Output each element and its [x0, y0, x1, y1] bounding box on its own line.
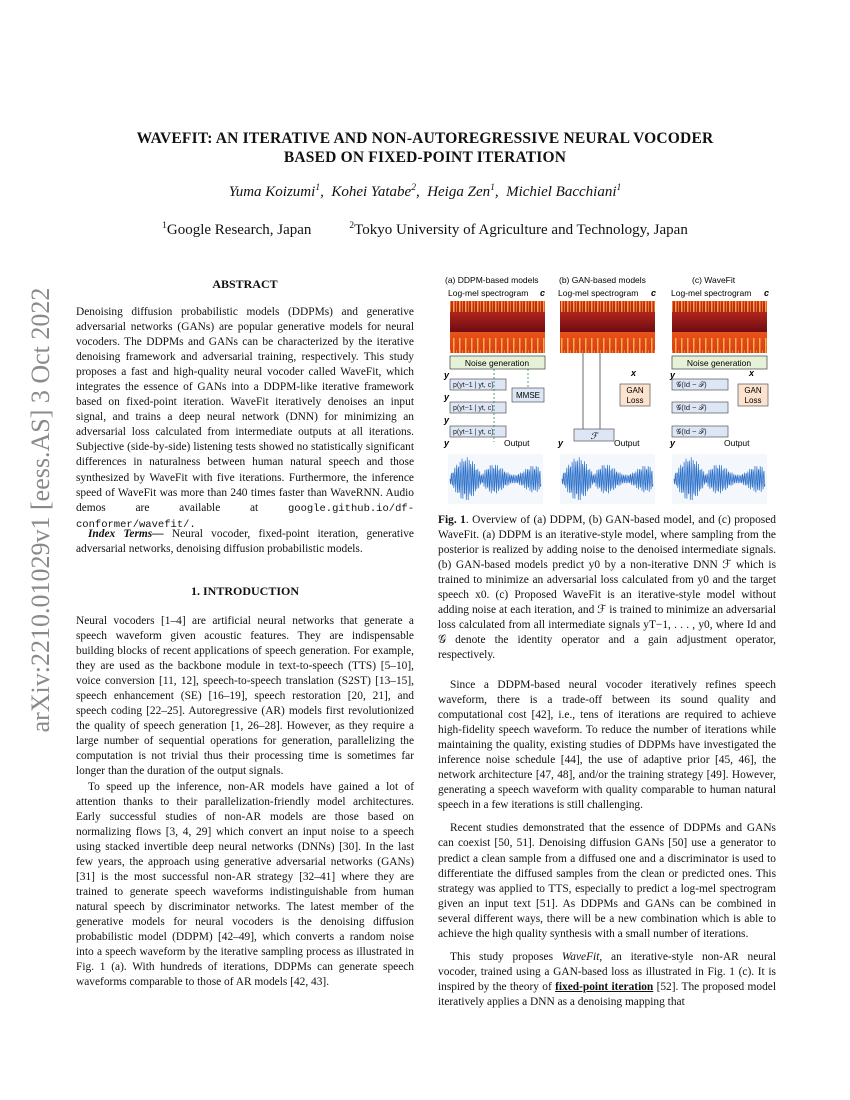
- author-name: Kohei Yatabe: [331, 184, 412, 200]
- svg-text:Output: Output: [504, 438, 530, 448]
- mmse-label: MMSE: [516, 391, 540, 400]
- svg-text:Loss: Loss: [744, 396, 762, 405]
- affiliation: Google Research, Japan: [166, 222, 312, 238]
- abstract-heading: ABSTRACT: [212, 277, 278, 291]
- author-name: Yuma Koizumi: [228, 184, 316, 200]
- section-heading-introduction: 1. INTRODUCTION: [190, 584, 299, 598]
- svg-text:x: x: [631, 368, 637, 378]
- panel-a-label: (a) DDPM-based models: [445, 275, 539, 285]
- svg-text:Output: Output: [614, 438, 640, 448]
- svg-text:𝒢(Id − ℱ): 𝒢(Id − ℱ): [676, 427, 707, 436]
- svg-text:y: y: [444, 438, 450, 448]
- svg-text:p(yt−1 | yt, c): p(yt−1 | yt, c): [453, 382, 494, 389]
- panel-b-label: (b) GAN-based models: [559, 275, 646, 285]
- svg-text:GAN: GAN: [626, 386, 644, 395]
- svg-text:Output: Output: [724, 438, 750, 448]
- svg-text:ℱ: ℱ: [590, 431, 598, 441]
- svg-text:x: x: [749, 368, 755, 378]
- title-line-1: WAVEFIT: AN ITERATIVE AND NON-AUTOREGRESSIVE NEURAL VOCODER: [136, 130, 714, 147]
- paragraph: Neural vocoders [1–4] are artificial neural networks that generate a speech waveform given acoustic features. They are indispensable building blocks of recent applications of speech generation. For example, they are used as the backbone module in text-to-speech (TTS) [5–10], voice conversion [11, 12], speech-to-speech translation (S2ST) [13–15], speech enhancement (SE) [16–19], speech restoration [20, 21], and speech coding [22–25]. Autoregressive (AR) models first revolutionized the quality of speech generation [1, 26–28]. However, as they require a large number of sequential operations for generation, parallelizing the computation is not trivial thus their processing time is sometimes far longer than the duration of the output signals.: [76, 615, 414, 778]
- svg-text:Log-mel spectrogram: Log-mel spectrogram: [558, 288, 639, 298]
- abstract-body: Denoising diffusion probabilistic models (DDPMs) and generative adversarial networks (GANs) are popular generative models for neural vocoders. The DDPMs and GANs can be characterized by the iterative denoising framework and adversarial training, respectively. This study proposes a fast and high-quality neural vocoder called WaveFit, which integrates the essence of GANs into a DDPM-like iterative framework based on fixed-point iteration. WaveFit iteratively denoises an input signal, and trains a deep neural network (DNN) for minimizing an adversarial loss calculated from intermediate outputs at all iterations. Subjective (side-by-side) listening tests showed no statistically significant differences in naturalness between human natural speech and those synthesized by WaveFit with five iterations. Furthermore, the inference speed of WaveFit was more than 240 times faster than WaveRNN. Audio demos are available at google.github.io/df-conformer/wavefit/.: [76, 306, 414, 531]
- arxiv-stamp: arXiv:2210.01029v1 [eess.AS] 3 Oct 2022: [26, 287, 55, 733]
- figure-1-diagram: [440, 272, 776, 508]
- svg-text:c: c: [764, 288, 770, 298]
- svg-text:y: y: [444, 370, 450, 380]
- demo-url[interactable]: google.github.io/df-conformer/wavefit/.: [76, 502, 414, 531]
- affiliations: $^1$Google Research, Japan $^2$Tokyo University of Agriculture and Technology, Japan: [162, 221, 688, 238]
- spectrogram-image: [450, 301, 545, 353]
- svg-text:p(yt−1 | yt, c): p(yt−1 | yt, c): [453, 405, 494, 412]
- title-line-2: BASED ON FIXED-POINT ITERATION: [283, 149, 567, 166]
- author-name: Heiga Zen: [427, 184, 491, 200]
- svg-text:y: y: [444, 392, 450, 402]
- svg-text:Loss: Loss: [626, 396, 644, 405]
- svg-text:GAN: GAN: [744, 386, 762, 395]
- svg-text:c: c: [540, 288, 546, 298]
- paragraph: This study proposes WaveFit, an iterative-style non-AR neural vocoder, trained using a GAN-based loss as illustrated in Fig. 1 (c). It is inspired by the theory of fixed-point iteration [52]. The proposed model iteratively applies a DNN as a denoising mapping that: [438, 950, 777, 1008]
- figure-1: [440, 272, 776, 508]
- svg-text:y: y: [558, 438, 564, 448]
- authors: Yuma Koizumi$^1$, Kohei Yatabe$^2$, Heiga Zen$^1$, Michiel Bacchiani$^1$: [228, 183, 622, 200]
- paper-title: [100, 129, 750, 167]
- output-waveforms: [448, 454, 767, 504]
- spectrogram-image: [672, 301, 767, 353]
- spectrogram-image: [560, 301, 655, 353]
- paragraph: To speed up the inference, non-AR models have gained a lot of attention thanks to their parallelization-friendly model architectures. Early successful studies of non-AR models are those based on normalizing flows [3, 4, 29] which convert an input noise to a speech using stacked invertible deep neural networks (DNNs) [30]. In the last few years, the approach using generative adversarial networks (GANs) [31] is the most successful non-AR strategy [32–41] where they are trained to generate speech waveforms indistinguishable from human natural speech by discriminator networks. The latest member of the generative models for neural vocoders is the denoising diffusion probabilistic model (DDPM) [42–49], which converts a random noise into a speech waveform by the iterative sampling process as illustrated in Fig. 1 (a). With hundreds of iterations, DDPMs can generate speech waveforms comparable to those of AR models [42, 43].: [76, 780, 414, 989]
- right-column-body: [438, 678, 776, 1010]
- paragraph: Since a DDPM-based neural vocoder iteratively refines speech waveform, there is a trade-off between its sound quality and computational cost [42], i.e., tens of iterations are required to achieve high-fidelity speech waveform. To reduce the number of iterations while maintaining the quality, existing studies of DDPMs have investigated the inference noise schedule [44], the use of adaptive prior [45, 46], the network architecture [47, 48], and/or the training strategy [49]. However, generating a speech waveform with quality comparable to human natural speech in a few iterations is still challenging.: [438, 679, 776, 812]
- introduction-body: [76, 614, 414, 990]
- svg-text:p(yt−1 | yt, c): p(yt−1 | yt, c): [453, 429, 494, 436]
- svg-text:Noise generation: Noise generation: [686, 358, 752, 368]
- affiliation: Tokyo University of Agriculture and Technology, Japan: [354, 222, 688, 238]
- svg-text:c: c: [651, 288, 657, 298]
- panel-c-label: (c) WaveFit: [692, 275, 736, 285]
- svg-text:𝒢(Id − ℱ): 𝒢(Id − ℱ): [676, 380, 707, 389]
- index-terms: Index Terms— Neural vocoder, fixed-point iteration, generative adversarial networks, denoising diffusion probabilistic models.: [76, 528, 414, 556]
- svg-text:y: y: [670, 370, 676, 380]
- svg-text:Log-mel spectrogram: Log-mel spectrogram: [671, 288, 752, 298]
- svg-text:y: y: [670, 438, 676, 448]
- author-name: Michiel Bacchiani: [506, 184, 617, 200]
- paragraph: Recent studies demonstrated that the essence of DDPMs and GANs can coexist [50, 51]. Denoising diffusion GANs [50] use a generator to predict a clean sample from a diffused one and a discriminator is used to differentiate the diffused samples from the clean or predicted ones. This strategy was applied to TTS, especially to predict a log-mel spectrogram given an input text [51]. As DDPMs and GANs can be combined in several different ways, there will be a new combination which is able to achieve the high quality synthesis with a small number of iterations.: [438, 822, 776, 940]
- svg-text:y: y: [444, 415, 450, 425]
- figure-1-caption: Fig. 1. Overview of (a) DDPM, (b) GAN-based model, and (c) proposed WaveFit. (a) DDPM is an iterative-style model, where sampling from the posterior is realized by adding noise to the denoised intermediate signals. (b) GAN-based models predict y0 by a non-iterative DNN ℱ which is trained to minimize an adversarial loss calculated from y0 and the target speech x0. (c) Proposed WaveFit is an iterative-style model without adding noise at each iteration, and ℱ is trained to minimize an adversarial loss calculated from all intermediate signals yT−1, . . . , y0, where Id and 𝒢 denote the identity operator and a gain adjustment operator, respectively.: [438, 514, 776, 662]
- svg-text:Log-mel spectrogram: Log-mel spectrogram: [448, 288, 529, 298]
- svg-text:𝒢(Id − ℱ): 𝒢(Id − ℱ): [676, 403, 707, 412]
- noise-generation-label: Noise generation: [464, 358, 530, 368]
